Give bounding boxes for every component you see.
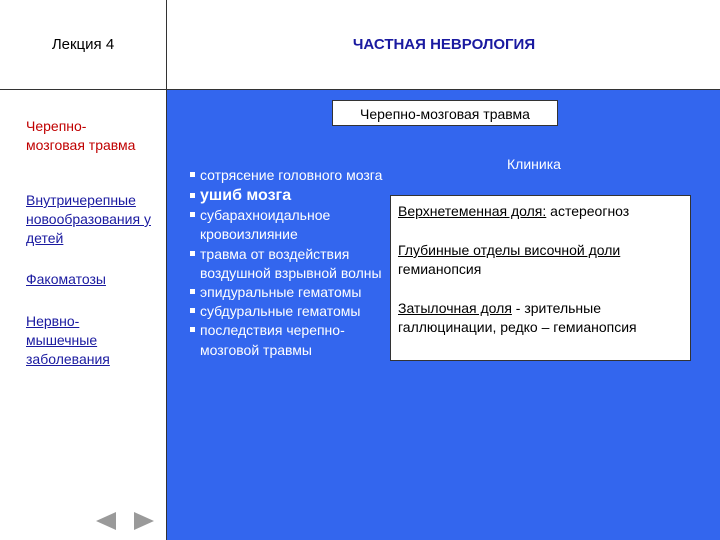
finding-area: Затылочная доля <box>398 300 512 316</box>
finding-area: Верхнетеменная доля: <box>398 203 547 219</box>
list-item: эпидуральные гематомы <box>190 283 390 302</box>
finding-text: - зрительные галлюцинации, редко – гемианопсия <box>398 300 637 335</box>
triangle-left-icon[interactable] <box>96 512 116 530</box>
list-item: травма от воздействия воздушной взрывной волны <box>190 245 390 283</box>
list-item: сотрясение головного мозга <box>190 166 390 185</box>
sidebar-item-tbi[interactable]: Черепно-мозговая травма <box>26 118 136 153</box>
lecture-number: Лекция 4 <box>51 36 115 53</box>
finding-area: Глубинные отделы височной доли <box>398 242 621 258</box>
finding-item <box>398 299 684 337</box>
list-item: субарахноидальное кровоизлияние <box>190 206 390 244</box>
sidebar-item-tumors[interactable]: Внутричерепные новообразования у детей <box>26 192 151 246</box>
clinic-findings-box <box>390 195 691 361</box>
topic-box: Черепно-мозговая травма <box>332 100 558 126</box>
finding-item <box>398 241 684 279</box>
triangle-right-icon[interactable] <box>134 512 154 530</box>
sidebar-item-phakomatoses[interactable]: Факоматозы <box>26 271 106 287</box>
clinic-title: Клиника <box>507 156 561 172</box>
course-title: ЧАСТНАЯ НЕВРОЛОГИЯ <box>352 36 536 53</box>
bullet-list <box>190 166 390 360</box>
list-item: последствия черепно-мозговой травмы <box>190 321 390 359</box>
list-item: ушиб мозга <box>190 185 390 206</box>
list-item: субдуральные гематомы <box>190 302 390 321</box>
finding-item <box>398 202 684 221</box>
finding-text: астереогноз <box>546 203 630 219</box>
sidebar-item-neuromuscular[interactable]: Нервно-мышечные заболевания <box>26 313 110 367</box>
finding-text: гемианопсия <box>398 261 482 277</box>
